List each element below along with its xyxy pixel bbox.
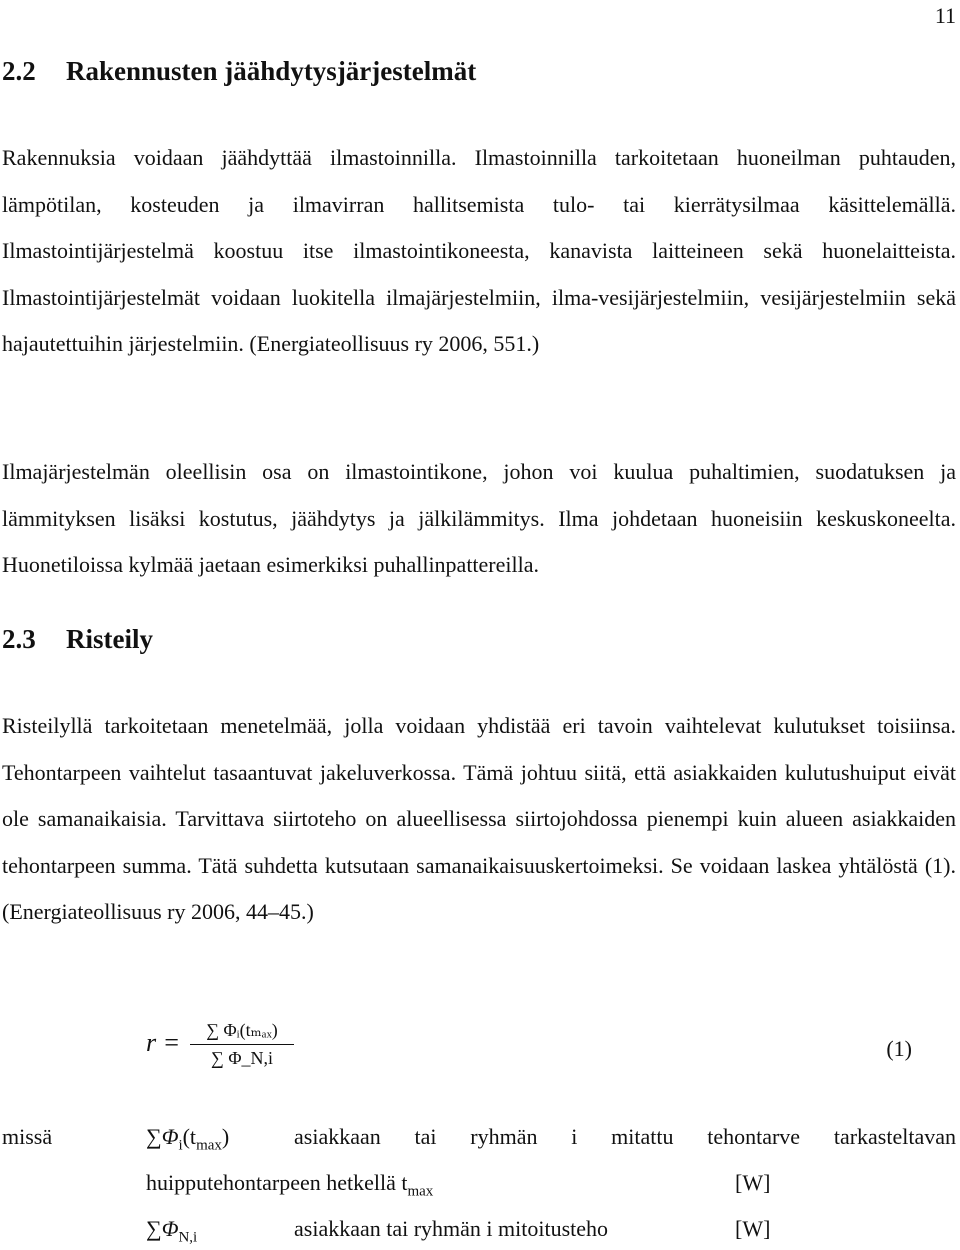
- argument-open: (t: [182, 1124, 197, 1149]
- definition-text-2: asiakkaan tai ryhmän i mitoitusteho: [294, 1216, 609, 1241]
- fraction-denominator: ∑ Φ_N,i: [211, 1048, 273, 1068]
- equation-fraction: [190, 1020, 294, 1069]
- section-number: 2.3: [2, 624, 36, 654]
- definition-symbol-1: [146, 1124, 229, 1154]
- argument-close: ): [221, 1124, 230, 1149]
- section-title: Risteily: [66, 624, 153, 654]
- section-number: 2.2: [2, 56, 36, 86]
- equation-number: (1): [886, 1036, 912, 1061]
- argument-subscript: max: [196, 1137, 222, 1154]
- section-heading-2-2: [2, 56, 476, 87]
- phi-symbol: Φ: [161, 1216, 179, 1241]
- definitions-lead-word: missä: [2, 1124, 53, 1149]
- definition-text-1: asiakkaan tai ryhmän i mitattu tehontarve tarkasteltavan: [294, 1124, 956, 1149]
- paragraph-cooling-systems: Rakennuksia voidaan jäähdyttää ilmastoinnilla. Ilmastoinnilla tarkoitetaan huoneilman puhtauden, lämpötilan, kosteuden ja ilmavirran hallitsemista tulo- tai kierrätysilmaa käsittelemällä. Ilmastointijärjestelmä koostuu itse ilmastointikoneesta, kanavista laitteineen sekä huonelaitteista. Ilmastointijärjestelmät voidaan luokitella ilmajärjestelmiin, ilma-vesijärjestelmiin, vesijärjestelmiin sekä hajautettuihin järjestelmiin. (Energiateollisuus ry 2006, 551.): [2, 145, 956, 357]
- page-number: 11: [934, 3, 956, 28]
- equation-1: [0, 1012, 960, 1082]
- paragraph-risteily: Risteilyllä tarkoitetaan menetelmää, jolla voidaan yhdistää eri tavoin vaihtelevat kulutukset toisiinsa. Tehontarpeen vaihtelut tasaantuvat jakeluverkossa. Tämä johtuu siitä, että asiakkaiden kulutushuiput eivät ole samanaikaisia. Tarvittava siirtoteho on alueellisessa siirtojohdossa pienempi kuin alueen asiakkaiden tehontarpeen summa. Tätä suhdetta kutsutaan samanaikaisuuskertoimeksi. Se voidaan laskea yhtälöstä (1). (Energiateollisuus ry 2006, 44–45.): [2, 713, 956, 925]
- definition-unit-2: [W]: [735, 1216, 771, 1241]
- sum-symbol: ∑: [146, 1124, 162, 1149]
- fraction-bar: [190, 1044, 294, 1045]
- definition-unit-1: [W]: [735, 1170, 771, 1195]
- phi-symbol: Φ: [161, 1124, 179, 1149]
- definition-symbol-2: [146, 1216, 197, 1246]
- phi-subscript: N,i: [178, 1229, 198, 1246]
- section-title: Rakennusten jäähdytysjärjestelmät: [66, 56, 477, 86]
- line2-text: huipputehontarpeen hetkellä t: [146, 1170, 408, 1195]
- sum-symbol: ∑: [146, 1216, 162, 1241]
- paragraph-air-system: Ilmajärjestelmän oleellisin osa on ilmastointikone, johon voi kuulua puhaltimien, suodatuksen ja lämmityksen lisäksi kostutus, jäähdytys ja jälkilämmitys. Ilma johdetaan huoneisiin keskuskoneelta. Huonetiloissa kylmää jaetaan esimerkiksi puhallinpattereilla.: [2, 459, 956, 578]
- equation-lhs: r =: [146, 1028, 181, 1057]
- line2-subscript: max: [407, 1183, 434, 1200]
- definition-text-1-line-2: [146, 1170, 433, 1200]
- fraction-numerator: ∑ Φᵢ(tₘₐₓ): [206, 1020, 278, 1040]
- phi-subscript: i: [178, 1137, 183, 1154]
- section-heading-2-3: [2, 624, 153, 655]
